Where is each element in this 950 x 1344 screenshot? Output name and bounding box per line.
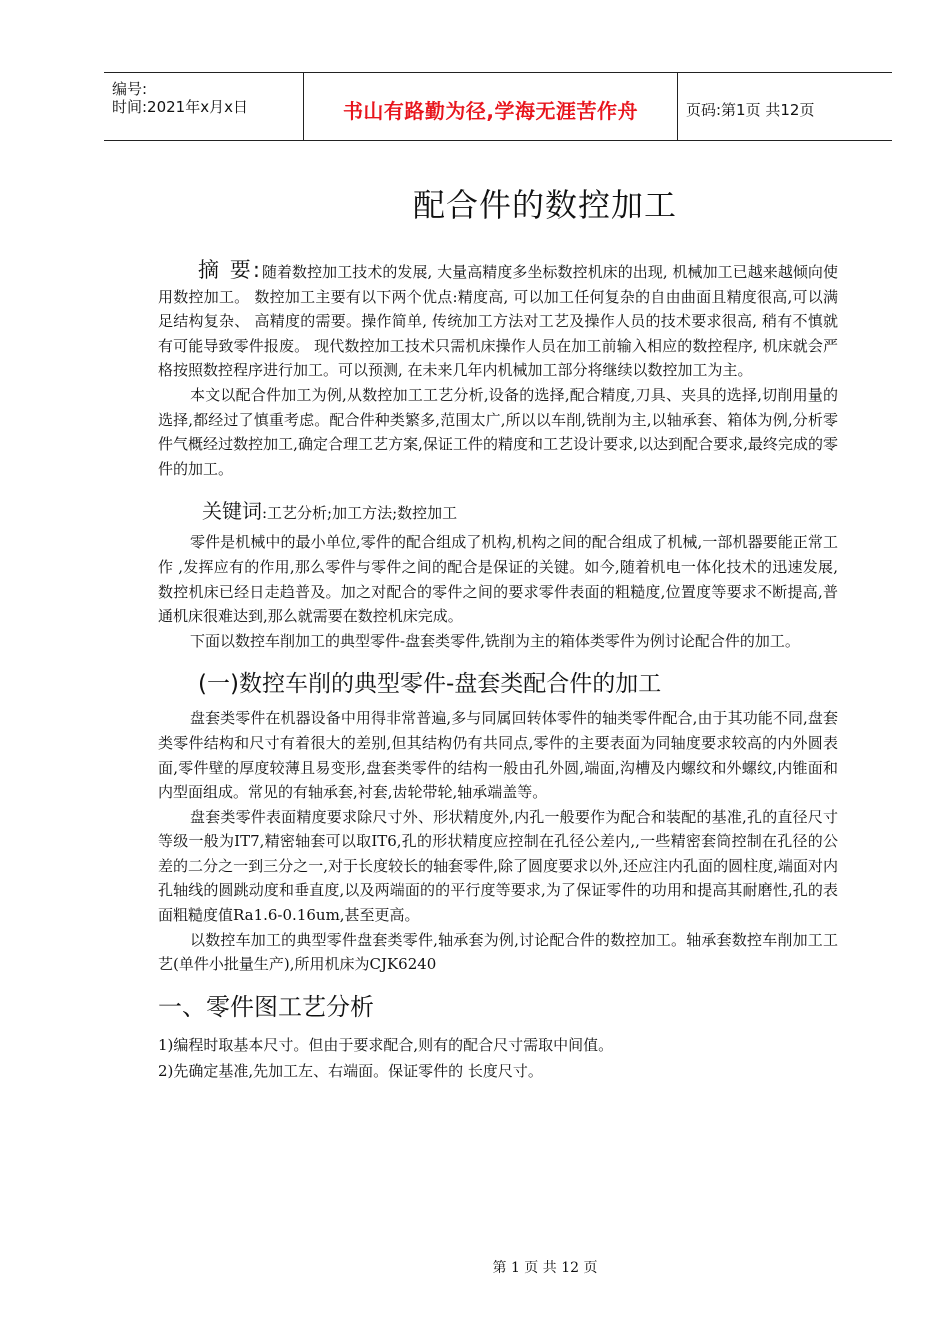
keywords-text: :工艺分析;加工方法;数控加工	[262, 504, 458, 523]
page-footer: 第 1 页 共 12 页	[492, 1260, 598, 1276]
header-info-cell	[104, 73, 304, 140]
intro-paragraph-2: 下面以数控车削加工的典型零件-盘套类零件,铣削为主的箱体类零件为例讨论配合件的加工。	[190, 631, 800, 650]
header-motto: 书山有路勤为径,学海无涯苦作舟	[342, 99, 639, 123]
abstract-text: 随着数控加工技术的发展, 大量高精度多坐标数控机床的出现, 机械加工已越来越倾向使用数控加工。 数控加工主要有以下两个优点:精度高, 可以加工任何复杂的自由曲面且精度很高,可以满足结构复杂、 高精度的需要。操作简单, 传统加工方法对工艺及操作人员的技术要求很高, 稍有不慎就有可能导致零件报废。 现代数控加工技术只需机床操作人员在加工前输入相应的数控程序, 机床就会严格按照数控程序进行加工。可以预测, 在未来几年内机械加工部分将继续以数控加工为主。	[158, 263, 838, 380]
abstract-paragraph-2: 本文以配合件加工为例,从数控加工工艺分析,设备的选择,配合精度,刀具、夹具的选择,切削用量的选择,都经过了慎重考虑。配合件种类繁多,范围太广,所以以车削,铣削为主,以轴承套、箱体为例,分析零件气概经过数控加工,确定合理工艺方案,保证工件的精度和工艺设计要求,以达到配合要求,最终完成的零件的加工。	[158, 385, 838, 478]
section1-paragraph-2: 盘套类零件表面精度要求除尺寸外、形状精度外,内孔一般要作为配合和装配的基准,孔的直径尺寸等级一般为IT7,精密轴套可以取IT6,孔的形状精度应控制在孔径公差内,,一些精密套筒控制在孔径的公差的二分之一到三分之一,对于长度较长的轴套零件,除了圆度要求以外,还应注内孔面的圆柱度,端面对内孔轴线的圆跳动度和垂直度,以及两端面的的平行度等要求,为了保证零件的功用和提高其耐磨性,孔的表面粗糙度值Ra1.6-0.16um,甚至更高。	[158, 807, 838, 925]
document-date-label: 时间:2021年x月x日	[112, 98, 248, 116]
header-page-info: 页码:第1页 共12页	[686, 101, 815, 119]
section1-paragraph-1: 盘套类零件在机器设备中用得非常普遍,多与同属回转体零件的轴类零件配合,由于其功能不同,盘套类零件结构和尺寸有着很大的差别,但其结构仍有共同点,零件的主要表面为同轴度要求较高的内外圆表面,零件壁的厚度较薄且易变形,盘套类零件的结构一般由孔外圆,端面,沟槽及内螺纹和外螺纹,内锥面和内型面组成。常见的有轴承套,衬套,齿轮带轮,轴承端盖等。	[158, 709, 838, 802]
intro-paragraph-1: 零件是机械中的最小单位,零件的配合组成了机构,机构之间的配合组成了机械,一部机器要能正常工作 ,发挥应有的作用,那么零件与零件之间的配合是保证的关键。如今,随着机电一体化技术的迅速发展,数控机床已经日走趋普及。加之对配合的零件之间的要求零件表面的粗糙度,位置度等要求不断提高,普通机床很难达到,那么就需要在数控机床完成。	[158, 533, 838, 626]
header-page-cell	[678, 73, 892, 140]
section1-paragraph-3: 以数控车加工的典型零件盘套类零件,轴承套为例,讨论配合件的数控加工。轴承套数控车削加工工艺(单件小批量生产),所用机床为CJK6240	[158, 930, 838, 974]
document-number-label: 编号:	[112, 80, 148, 98]
section-heading-turning: (一)数控车削的典型零件-盘套类配合件的加工	[198, 671, 662, 698]
list-item: 2)先确定基准,先加工左、右端面。保证零件的 长度尺寸。	[158, 1061, 543, 1080]
header-motto-cell	[304, 73, 678, 140]
list-item: 1)编程时取基本尺寸。但由于要求配合,则有的配合尺寸需取中间值。	[158, 1035, 614, 1054]
document-body	[158, 258, 838, 1084]
abstract-label: 摘 要:	[198, 258, 262, 282]
header-table	[104, 72, 892, 141]
document-title: 配合件的数控加工	[412, 186, 677, 224]
keywords-label: 关键词	[202, 499, 262, 524]
keywords-line	[158, 495, 838, 524]
abstract-paragraph	[158, 258, 838, 383]
section-heading-drawing-analysis: 一、零件图工艺分析	[158, 992, 374, 1021]
